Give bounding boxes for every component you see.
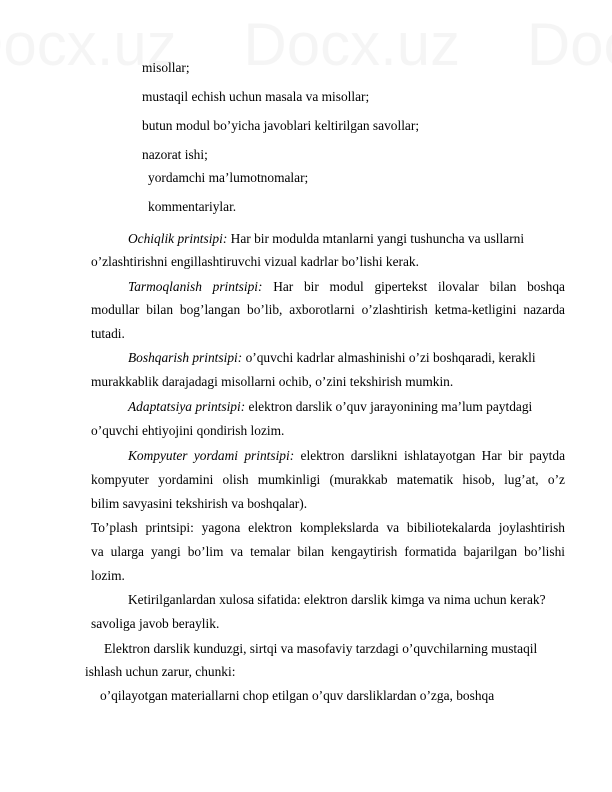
list-item: kommentariylar. (148, 199, 237, 214)
text: elektron darslikni ishlatayotgan Har bir paytda (294, 448, 566, 463)
line: savoliga javob beraylik. (91, 616, 220, 631)
line: tutadi. (91, 326, 125, 341)
text: Har bir modul gipertekst ilovalar bilan boshqa (262, 279, 566, 294)
list-item: mustaqil echish uchun masala va misollar; (142, 89, 370, 104)
line: bilim savyasini tekshirish va boshqalar). (91, 496, 308, 511)
line: o’zlashtirishni engillashtiruvchi vizual kadrlar bo’lishi kerak. (91, 254, 419, 269)
principle-title: Tarmoqlanish printsipi: (128, 279, 263, 294)
line (128, 350, 536, 366)
principle-title: Adaptatsiya printsipi: (128, 399, 246, 414)
principle-title: Kompyuter yordami printsipi: (128, 448, 295, 463)
line (128, 279, 565, 295)
line: murakkablik darajadagi misollarni ochib, o’zini tekshirish mumkin. (91, 374, 454, 389)
line: modullar bilan bog’langan bo’lib, axborotlarni o’zlashtirish ketma-ketligini nazarda (91, 302, 565, 317)
list-item: butun modul bo’yicha javoblari keltirilgan savollar; (142, 118, 420, 133)
line: To’plash printsipi: yagona elektron komplekslarda va bibiliotekalarda joylashtirish (91, 520, 565, 535)
list-item: nazorat ishi; (142, 147, 208, 162)
watermark (0, 10, 612, 79)
line: Ketirilganlardan xulosa sifatida: elektron darslik kimga va nima uchun kerak? (128, 592, 546, 607)
line: ishlash uchun zarur, chunki: (85, 664, 236, 679)
principle-title: Ochiqlik printsipi: (128, 231, 228, 246)
line: va ularga yangi bo’lim va temalar bilan kengaytirish formatida bajarilgan bo’lishi (91, 544, 565, 559)
line: o’qilayotgan materiallarni chop etilgan o’quv darsliklardan o’zga, boshqa (100, 688, 495, 703)
line: Elektron darslik kunduzgi, sirtqi va masofaviy tarzdagi o’quvchilarning mustaqil (104, 641, 538, 656)
list-item: misollar; (142, 60, 190, 75)
text: Har bir modulda mtanlarni yangi tushuncha va usllarni (227, 231, 525, 246)
line: o’quvchi ehtiyojini qondirish lozim. (91, 423, 285, 438)
line (128, 399, 532, 415)
line (128, 448, 565, 464)
list-item: yordamchi ma’lumotnomalar; (148, 170, 309, 185)
text: elektron darslik o’quv jarayonining ma’lum paytdagi (245, 399, 533, 414)
text: o’quvchi kadrlar almashinishi o’zi boshqaradi, kerakli (242, 350, 536, 365)
principle-title: Boshqarish printsipi: (128, 350, 243, 365)
line: lozim. (91, 568, 125, 583)
line (128, 231, 524, 247)
line: kompyuter yordamini olish mumkinligi (murakkab matematik hisob, lug’at, o’z (91, 472, 565, 487)
